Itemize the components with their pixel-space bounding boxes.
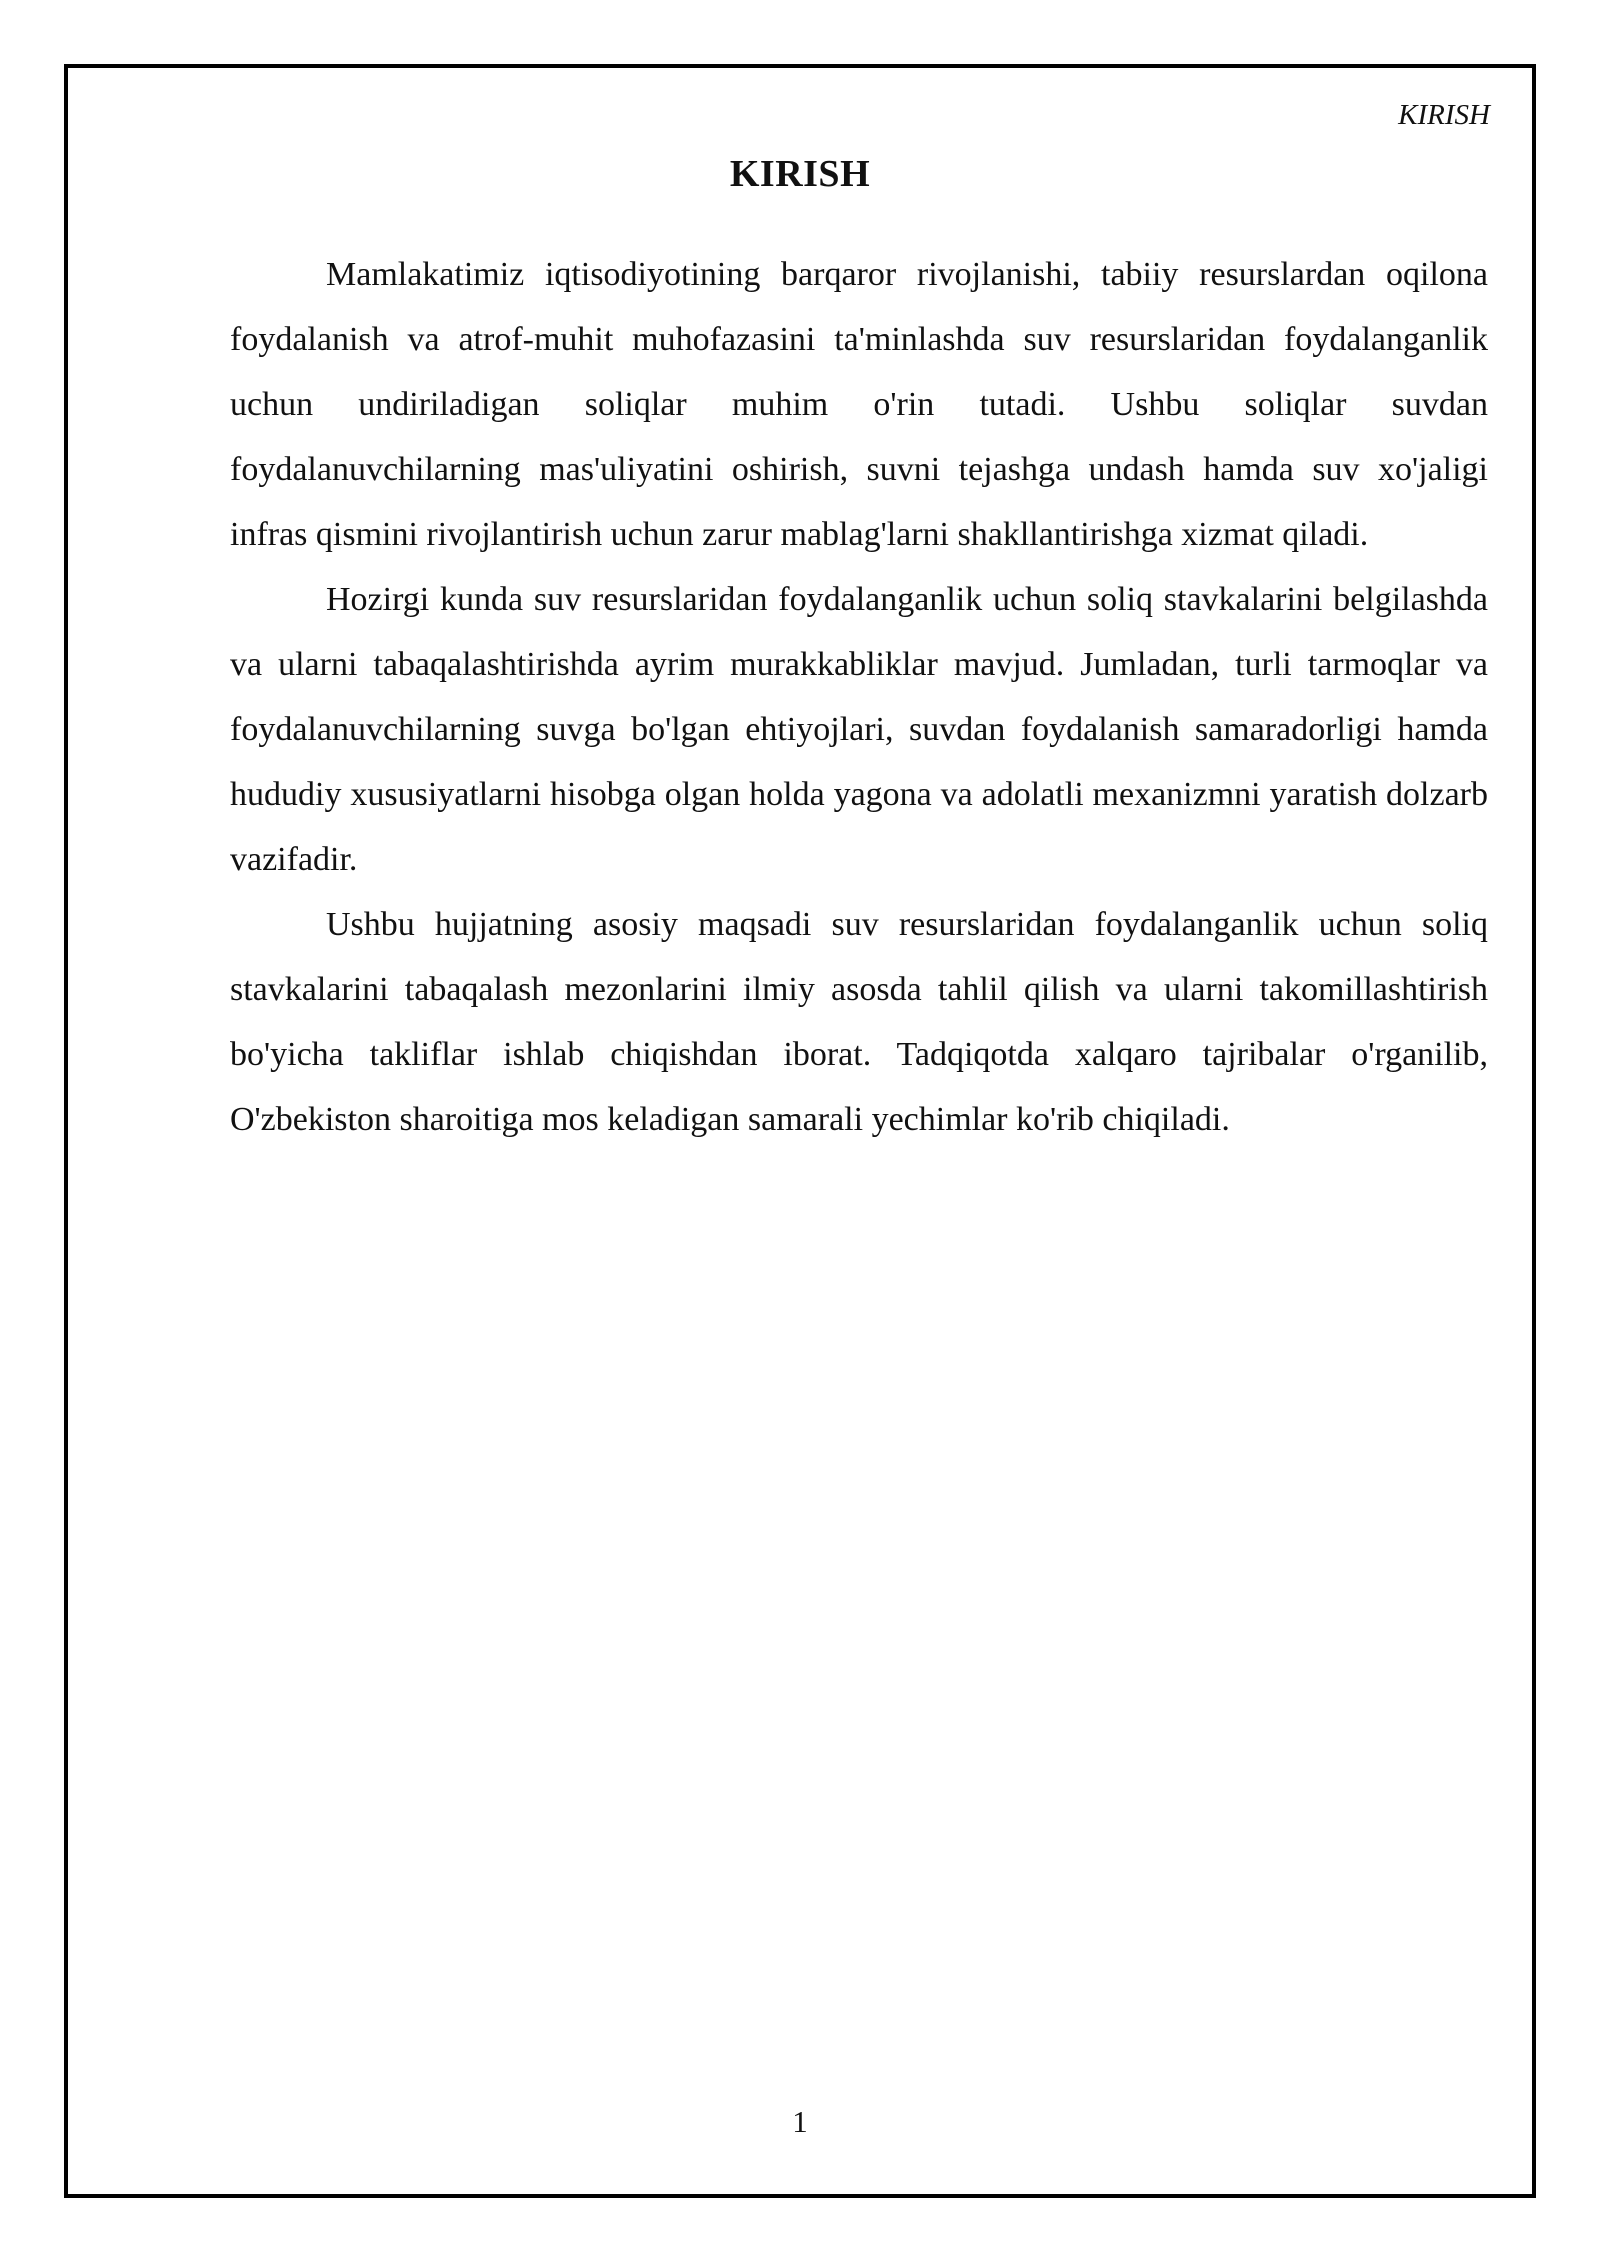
- body-text: [230, 242, 1488, 1152]
- page-title: KIRISH: [729, 153, 871, 195]
- paragraph: Mamlakatimiz iqtisodiyotining barqaror rivojlanishi, tabiiy resurslardan oqilona foydalanish va atrof-muhit muhofazasini ta'minlashda suv resurslaridan foydalanganlik uchun undiriladigan soliqlar muhim o'rin tutadi. Ushbu soliqlar suvdan foydalanuvchilarning mas'uliyatini oshirish, suvni tejashga undash hamda suv xo'jaligi infras qismini rivojlantirish uchun zarur mablag'larni shakllantirishga xizmat qiladi.: [230, 256, 1488, 553]
- paragraph: Hozirgi kunda suv resurslaridan foydalanganlik uchun soliq stavkalarini belgilashda va ularni tabaqalashtirishda ayrim murakkabliklar mavjud. Jumladan, turli tarmoqlar va foydalanuvchilarning suvga bo'lgan ehtiyojlari, suvdan foydalanish samaradorligi hamda hududiy xususiyatlarni hisobga olgan holda yagona va adolatli mexanizmni yaratish dolzarb vazifadir.: [230, 581, 1488, 878]
- page-number: 1: [792, 2104, 808, 2139]
- running-header: KIRISH: [1398, 99, 1490, 131]
- paragraph: Ushbu hujjatning asosiy maqsadi suv resurslaridan foydalanganlik uchun soliq stavkalarini tabaqalash mezonlarini ilmiy asosda tahlil qilish va ularni takomillashtirish bo'yicha takliflar ishlab chiqishdan iborat. Tadqiqotda xalqaro tajribalar o'rganilib, O'zbekiston sharoitiga mos keladigan samarali yechimlar ko'rib chiqiladi.: [230, 906, 1488, 1138]
